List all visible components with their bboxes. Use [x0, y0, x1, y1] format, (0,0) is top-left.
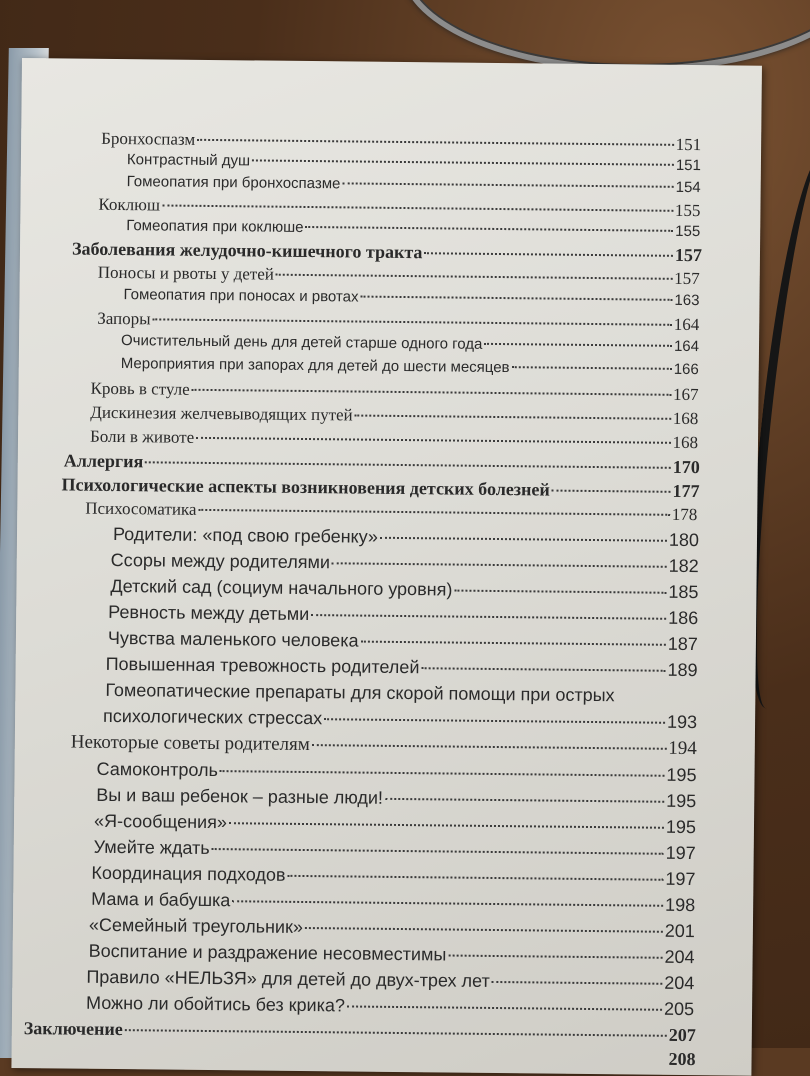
book-page	[11, 58, 762, 1076]
toc-entry: Контрастный душ 151	[126, 151, 701, 175]
toc-entry: Мероприятия при запорах для детей до шести месяцев 166	[120, 355, 699, 379]
toc-chapter: Заключение 207	[23, 1018, 696, 1046]
toc-entry: Воспитание и раздражение несовместимы 204	[88, 940, 695, 968]
toc-entry: Коклюш 155	[98, 194, 701, 221]
toc-entry: Повышенная тревожность родителей 189	[105, 653, 698, 681]
toc-entry: «Я-сообщения» 195	[93, 810, 697, 838]
toc-entry: Правило «НЕЛЬЗЯ» для детей до двух-трех лет 204	[86, 966, 695, 994]
toc-entry: психологических стрессах 193	[103, 705, 698, 733]
toc-entry: Гомеопатия при поносах и рвотах 163	[123, 286, 700, 310]
toc-entry: Умейте ждать 197	[93, 836, 696, 864]
toc-entry: Гомеопатия при коклюше 155	[126, 217, 701, 241]
toc-entry: Бронхоспазм 151	[101, 128, 702, 155]
toc-entry: Боли в животе 168	[89, 426, 699, 453]
toc-entry: Координация подходов 197	[91, 862, 696, 890]
toc-entry: Самоконтроль 195	[96, 758, 697, 786]
toc-entry: «Семейный треугольник» 201	[88, 914, 695, 942]
toc-entry: Вы и ваш ребенок – разные люди! 195	[96, 784, 697, 812]
toc-entry: Чувства маленького человека 187	[107, 627, 699, 655]
toc-entry: Можно ли обойтись без крика? 205	[86, 992, 695, 1020]
toc-entry: Дискинезия желчевыводящих путей 168	[90, 402, 699, 429]
toc-entry-first-line: Гомеопатические препараты для скорой помощи при острых	[105, 679, 615, 706]
toc-entry: Некоторые советы родителям 194	[70, 731, 697, 760]
toc-entry: Запоры 164	[97, 308, 700, 335]
table-of-contents	[21, 128, 761, 1070]
toc-entry: Ссоры между родителями 182	[110, 549, 699, 577]
toc-entry: Мама и бабушка 198	[91, 888, 696, 916]
toc-entry: Гомеопатия при бронхоспазме 154	[126, 173, 701, 197]
toc-entry: Детский сад (социум начального уровня) 185	[110, 575, 699, 603]
toc-entry: Поносы и рвоты у детей 157	[97, 262, 700, 289]
toc-entry: Очистительный день для детей старше одного года 164	[120, 332, 700, 356]
toc-chapter: Заболевания желудочно-кишечного тракта 157	[71, 238, 703, 266]
toc-entry: Ревность между детьми 186	[108, 601, 699, 629]
toc-page-number: 208	[668, 1048, 696, 1070]
toc-entry: Психосоматика 178	[85, 498, 698, 525]
toc-entry: Кровь в стуле 167	[90, 378, 699, 405]
toc-chapter: Психологические аспекты возникновения детских болезней 177	[61, 474, 700, 502]
toc-chapter: Аллергия 170	[63, 450, 700, 478]
toc-entry: Родители: «под свою гребенку» 180	[112, 523, 700, 551]
